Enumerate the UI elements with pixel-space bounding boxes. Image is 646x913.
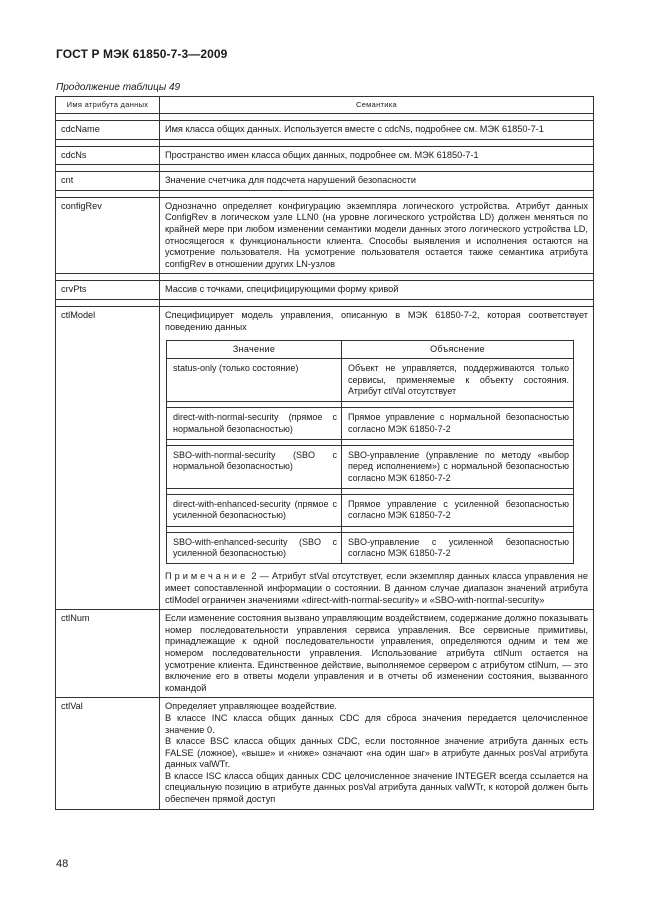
- table-row-ctlnum: [56, 610, 594, 698]
- ctlval-line: В классе INC класса общих данных CDC для сброса значения передается целочисленное значение 0.: [165, 712, 588, 735]
- control-model-value: SBO-with-enhanced-security (SBO с усиленной безопасностью): [167, 532, 342, 564]
- attribute-semantics: Однозначно определяет конфигурацию экземпляра логического устройства. Атрибут данных ConfigRev в логическом узле LLN0 (на уровне логического устройства LD) должен меняться по крайней мере при любом изменении семантики модели данных этого логического устройства LD, относящегося к функциональности клиента. Способы выявления и исполнения остаются на усмотрение пользователя. На усмотрение пользователя остается также семантика атрибута configRev в отношении других LN-узлов: [160, 197, 594, 274]
- ctlmodel-note: [165, 571, 588, 606]
- control-model-explanation: Прямое управление с нормальной безопасностью согласно МЭК 61850-7-2: [342, 408, 574, 440]
- control-model-explanation: SBO-управление с усиленной безопасностью согласно МЭК 61850-7-2: [342, 532, 574, 564]
- ctlmodel-values-table: [166, 340, 574, 564]
- inner-row: [167, 408, 574, 440]
- control-model-value: direct-with-normal-security (прямое с нормальной безопасностью): [167, 408, 342, 440]
- attribute-name: cdcNs: [56, 146, 160, 165]
- table-row: [56, 281, 594, 300]
- table-caption: Продолжение таблицы 49: [56, 82, 181, 93]
- ctlmodel-intro: Специфицирует модель управления, описанную в МЭК 61850-7-2, которая соответствует поведению данных: [165, 309, 588, 332]
- attribute-name: ctlVal: [56, 698, 160, 809]
- ctlval-line: В классе ISC класса общих данных CDC целочисленное значение INTEGER всегда ссылается на специальную позицию в атрибуте данных posVal атрибута данных valWTr, к которой должен быть обеспечен прямой доступ: [165, 770, 588, 805]
- attribute-name: ctlNum: [56, 610, 160, 698]
- attribute-name: cdcName: [56, 121, 160, 140]
- inner-column-value: Значение: [167, 341, 342, 359]
- column-header-name: Имя атрибута данных: [56, 97, 160, 114]
- attribute-name: ctlModel: [56, 306, 160, 609]
- inner-row: [167, 495, 574, 527]
- table-row-ctlval: [56, 698, 594, 809]
- control-model-explanation: Объект не управляется, поддерживаются только сервисы, применяемые к объекту состояния. Атрибут ctlVal отсутствует: [342, 359, 574, 402]
- table-row: [56, 172, 594, 191]
- column-header-semantics: Семантика: [160, 97, 594, 114]
- table-row: [56, 121, 594, 140]
- page-number: 48: [56, 858, 69, 870]
- attribute-name: cnt: [56, 172, 160, 191]
- control-model-value: status-only (только состояние): [167, 359, 342, 402]
- attribute-semantics: Массив с точками, специфицирующими форму кривой: [160, 281, 594, 300]
- attribute-semantics: [160, 306, 594, 609]
- inner-header-row: [167, 341, 574, 359]
- inner-column-explanation: Объяснение: [342, 341, 574, 359]
- table-header-row: [56, 97, 594, 114]
- inner-row: [167, 532, 574, 564]
- note-label: Примечание: [165, 571, 249, 582]
- table-row: [56, 146, 594, 165]
- ctlval-line: В классе BSC класса общих данных CDC, если постоянное значение атрибута данных есть FALSE (ложное), «выше» и «ниже» означают «на один шаг» в атрибуте данных posVal атрибута данных valWTr.: [165, 736, 588, 770]
- inner-row: [167, 359, 574, 402]
- note-text: 2 — Атрибут stVal отсутствует, если экземпляр данных класса управления не имеет сопоставленной информации о состоянии. В данном случае диапазон значений атрибута ctlModel ограничен значениями «direct-with-normal-security» и «SBO-with-normal-security»: [165, 571, 588, 605]
- attribute-semantics: Значение счетчика для подсчета нарушений безопасности: [160, 172, 594, 191]
- inner-row: [167, 446, 574, 489]
- control-model-value: direct-with-enhanced-security (прямое с усиленной безопасностью): [167, 495, 342, 527]
- control-model-explanation: Прямое управление с усиленной безопасностью согласно МЭК 61850-7-2: [342, 495, 574, 527]
- control-model-value: SBO-with-normal-security (SBO с нормальной безопасностью): [167, 446, 342, 489]
- attribute-semantics: Пространство имен класса общих данных, подробнее см. МЭК 61850-7-1: [160, 146, 594, 165]
- document-header: ГОСТ Р МЭК 61850-7-3—2009: [56, 47, 228, 61]
- attribute-semantics: Если изменение состояния вызвано управляющим воздействием, содержание должно показывать номер последовательности управления сервиса управления. Все сервисные примитивы, принадлежащие к одной последовательности управления, определяются одним и тем же номером последовательности управления. Использование атрибута ctlNum остается на усмотрение клиента. Единственное действие, выполняемое сервером с атрибутом ctlNum, — это включение его в ответы модели управления и в отчеты об изменении состояния, вызванного командой: [160, 610, 594, 698]
- attribute-semantics: [160, 698, 594, 809]
- attribute-table: [55, 96, 594, 810]
- table-row-ctlmodel: [56, 306, 594, 609]
- attribute-semantics: Имя класса общих данных. Используется вместе с cdcNs, подробнее см. МЭК 61850-7-1: [160, 121, 594, 140]
- attribute-name: configRev: [56, 197, 160, 274]
- control-model-explanation: SBO-управление (управление по методу «выбор перед исполнением») с нормальной безопасностью согласно МЭК 61850-7-2: [342, 446, 574, 489]
- table-row: [56, 197, 594, 274]
- attribute-name: crvPts: [56, 281, 160, 300]
- ctlval-line: Определяет управляющее воздействие.: [165, 701, 337, 712]
